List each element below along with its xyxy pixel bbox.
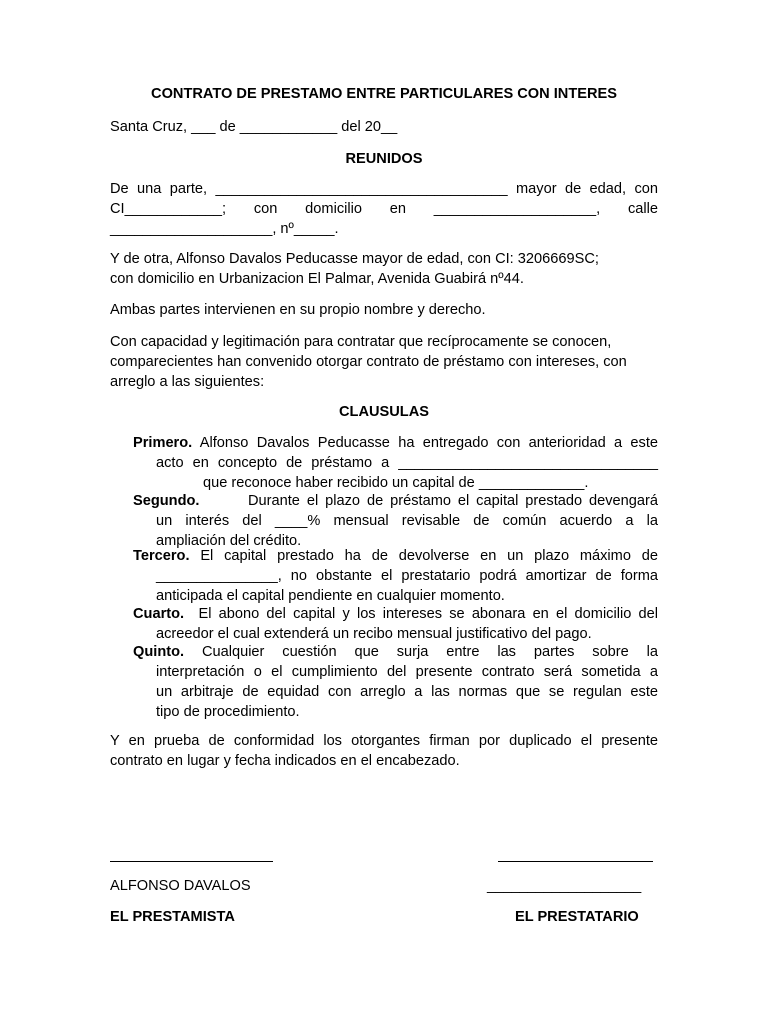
clause-text: anticipada el capital pendiente en cualquier momento.: [156, 588, 505, 604]
clause-text: acto en concepto de préstamo a ________________________________: [156, 455, 658, 471]
capacity-line: comparecientes han convenido otorgar contrato de préstamo con intereses, con: [110, 354, 627, 370]
clause-label: Tercero.: [133, 548, 190, 564]
capacity-line: Con capacidad y legitimación para contratar que recíprocamente se conocen,: [110, 334, 612, 350]
clause-text: un arbitraje de equidad con arreglo a las normas que se regulan este: [156, 684, 658, 700]
clause-label: Segundo.: [133, 493, 200, 509]
party-one-line: De una parte, ____________________________________ mayor de edad, con: [110, 181, 658, 197]
borrower-signature-line: [498, 861, 653, 862]
clause-label: Quinto.: [133, 644, 185, 660]
clause-segundo: [133, 491, 658, 551]
clause-text: ampliación del crédito.: [156, 533, 302, 549]
party-two-paragraph: [110, 249, 658, 289]
party-two-line: Y de otra, Alfonso Davalos Peducasse mayor de edad, con CI: 3206669SC;: [110, 251, 599, 267]
lender-role: EL PRESTAMISTA: [110, 909, 235, 925]
clause-label: Cuarto.: [133, 606, 185, 622]
clause-text: acreedor el cual extenderá un recibo mensual justificativo del pago.: [156, 626, 592, 642]
clause-text: El capital prestado ha de devolverse en un plazo máximo de: [189, 548, 658, 564]
capacity-paragraph: [110, 332, 658, 392]
clause-text: _______________, no obstante el prestatario podrá amortizar de forma: [156, 568, 658, 584]
party-one-line: ____________________, nº_____.: [110, 221, 339, 237]
capacity-line: arreglo a las siguientes:: [110, 374, 265, 390]
clause-text: Durante el plazo de préstamo el capital prestado devengará: [199, 493, 658, 509]
both-parties-statement: Ambas partes intervienen en su propio nombre y derecho.: [110, 302, 486, 318]
place-date: Santa Cruz, ___ de ____________ del 20__: [110, 119, 398, 135]
clause-text: que reconoce haber recibido un capital de _____________.: [203, 475, 589, 491]
closing-paragraph: [110, 731, 658, 771]
clause-cuarto: [133, 604, 658, 644]
clause-text: Alfonso Davalos Peducasse ha entregado con anterioridad a este: [192, 435, 658, 451]
section-reunidos: REUNIDOS: [345, 151, 423, 167]
party-two-line: con domicilio en Urbanizacion El Palmar, Avenida Guabirá nº44.: [110, 271, 524, 287]
clause-text: El abono del capital y los intereses se abonara en el domicilio del: [184, 606, 658, 622]
lender-name: ALFONSO DAVALOS: [110, 878, 251, 894]
closing-line: contrato en lugar y fecha indicados en el encabezado.: [110, 753, 460, 769]
clause-text: un interés del ____% mensual revisable de común acuerdo a la: [156, 513, 658, 529]
closing-line: Y en prueba de conformidad los otorgantes firman por duplicado el presente: [110, 733, 658, 749]
party-one-line: CI____________; con domicilio en ____________________, calle: [110, 201, 658, 217]
clause-text: tipo de procedimiento.: [156, 704, 300, 720]
clause-quinto: [133, 642, 658, 722]
party-one-paragraph: [110, 179, 658, 239]
clause-text: Cualquier cuestión que surja entre las partes sobre la: [184, 644, 658, 660]
section-clausulas: CLAUSULAS: [339, 404, 429, 420]
clause-tercero: [133, 546, 658, 606]
borrower-role: EL PRESTATARIO: [515, 909, 639, 925]
clause-text: interpretación o el cumplimiento del presente contrato será sometida a: [156, 664, 658, 680]
clause-primero: [133, 433, 658, 493]
lender-signature-line: [110, 861, 273, 862]
borrower-name-blank: ___________________: [487, 878, 642, 894]
clause-label: Primero.: [133, 435, 193, 451]
contract-title: CONTRATO DE PRESTAMO ENTRE PARTICULARES CON INTERES: [151, 86, 617, 102]
